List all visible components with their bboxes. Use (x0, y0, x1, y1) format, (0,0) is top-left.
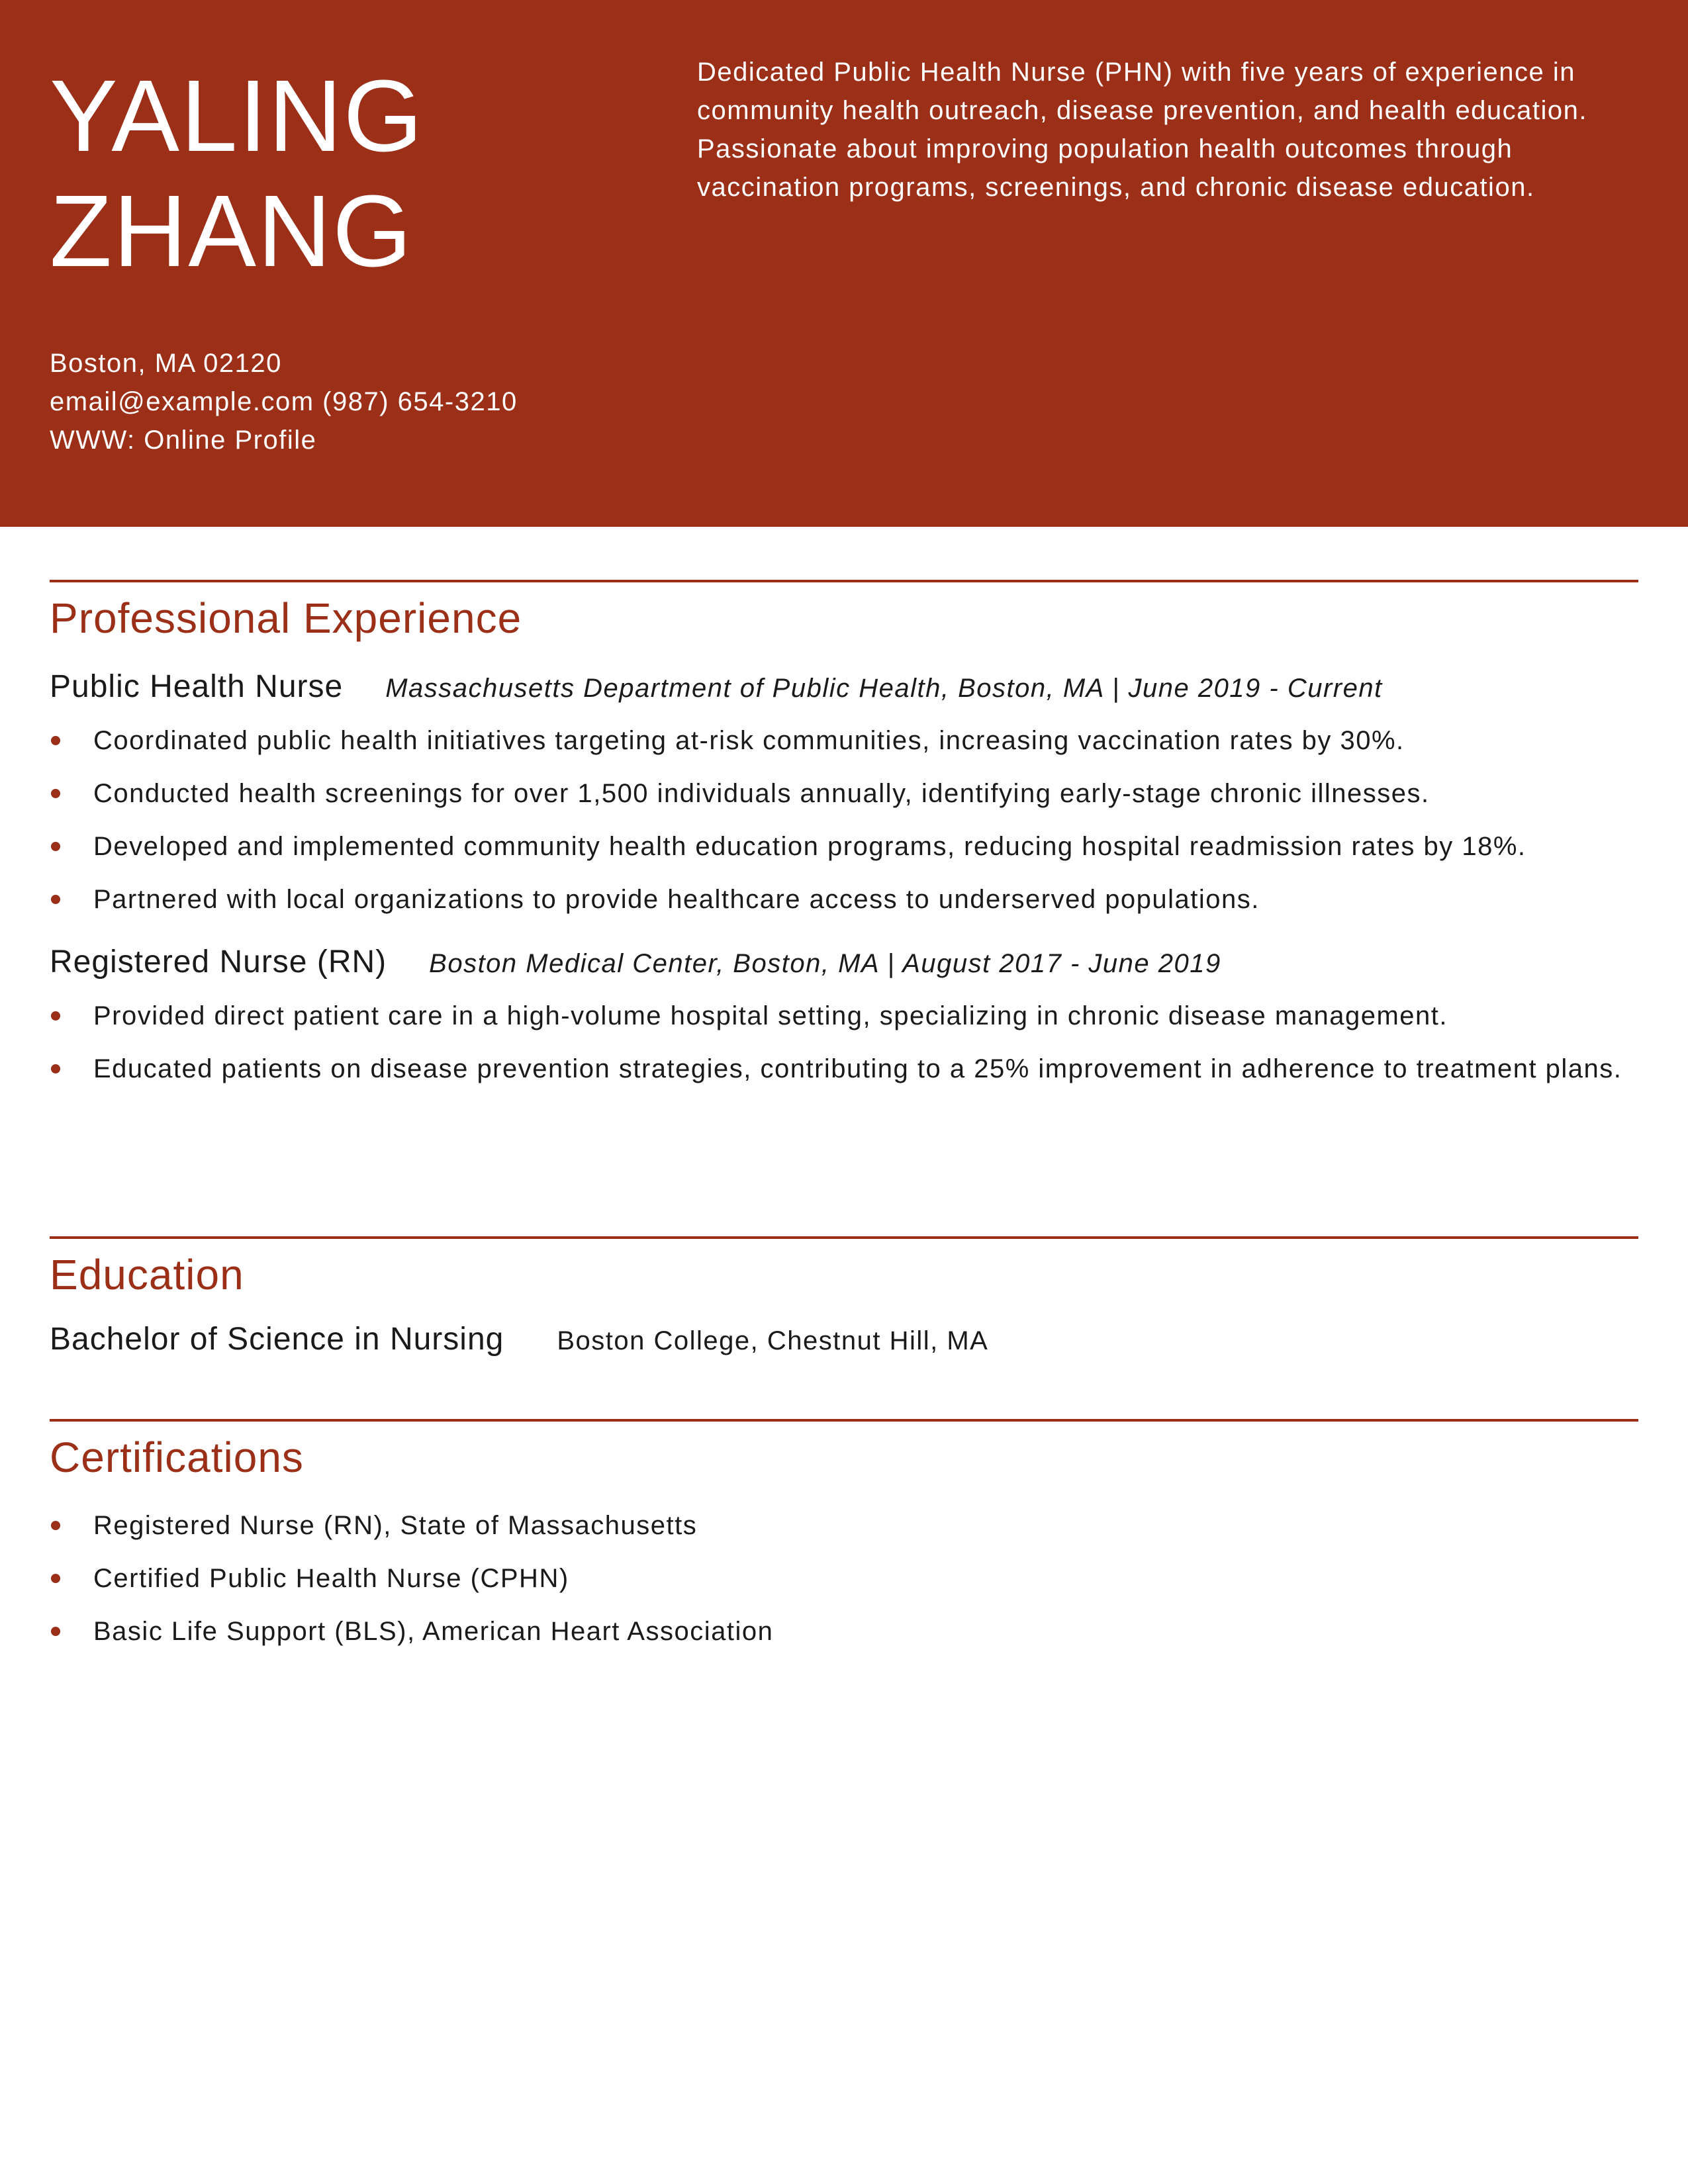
section-divider (50, 580, 1638, 582)
job-entry (50, 667, 1638, 919)
bullet-text: Coordinated public health initiatives targeting at-risk communities, increasing vaccination rates by 30%. (93, 726, 1405, 755)
bullet-text: Conducted health screenings for over 1,500 individuals annually, identifying early-stage chronic illnesses. (93, 779, 1430, 808)
experience-heading: Professional Experience (50, 594, 522, 642)
list-item (50, 827, 1638, 866)
section-divider (50, 1419, 1638, 1422)
job-employer-dates: Boston Medical Center, Boston, MA | August 2017 - June 2019 (429, 949, 1221, 978)
bullet-text: Developed and implemented community health education programs, reducing hospital readmission rates by 18%. (93, 832, 1526, 861)
education-section (50, 1236, 1638, 1361)
list-item (50, 774, 1638, 813)
section-divider (50, 1236, 1638, 1239)
certification-text: Registered Nurse (RN), State of Massachusetts (93, 1511, 698, 1540)
job-title: Public Health Nurse (50, 669, 344, 704)
education-degree: Bachelor of Science in Nursing (50, 1322, 504, 1357)
bullet-icon (51, 1064, 60, 1073)
list-item (50, 1050, 1638, 1088)
bullet-text: Educated patients on disease prevention strategies, contributing to a 25% improvement in adherence to treatment plans. (93, 1054, 1622, 1083)
contact-info (50, 344, 518, 459)
contact-address: Boston, MA 02120 (50, 349, 282, 378)
contact-email-phone: email@example.com (987) 654-3210 (50, 387, 518, 416)
job-title: Registered Nurse (RN) (50, 944, 387, 979)
certifications-section (50, 1419, 1638, 1665)
certification-text: Certified Public Health Nurse (CPHN) (93, 1564, 569, 1593)
bullet-icon (51, 736, 60, 745)
job-bullets (50, 721, 1638, 919)
list-item (50, 1506, 1638, 1545)
job-bullets (50, 997, 1638, 1088)
name-last: ZHANG (50, 174, 413, 288)
contact-website: WWW: Online Profile (50, 426, 317, 455)
experience-section (50, 580, 1638, 1103)
profile-summary: Dedicated Public Health Nurse (PHN) with five years of experience in community health outreach, disease prevention, and health education. Passionate about improving population health outcomes through vaccination programs, screenings, and chronic disease education. (697, 58, 1588, 202)
education-entry (50, 1320, 1638, 1361)
education-school: Boston College, Chestnut Hill, MA (557, 1326, 989, 1355)
list-item (50, 721, 1638, 760)
job-entry (50, 942, 1638, 1088)
bullet-icon (51, 1521, 60, 1530)
job-header (50, 942, 1638, 983)
resume-header (0, 0, 1688, 527)
list-item (50, 1559, 1638, 1598)
certifications-heading: Certifications (50, 1433, 304, 1481)
education-heading: Education (50, 1251, 244, 1298)
list-item (50, 997, 1638, 1035)
bullet-icon (51, 1627, 60, 1636)
bullet-icon (51, 895, 60, 904)
bullet-icon (51, 842, 60, 851)
bullet-text: Partnered with local organizations to provide healthcare access to underserved populations. (93, 885, 1260, 914)
bullet-icon (51, 1574, 60, 1583)
job-header (50, 667, 1638, 708)
name-first: YALING (50, 59, 424, 173)
bullet-icon (51, 789, 60, 798)
bullet-text: Provided direct patient care in a high-volume hospital setting, specializing in chronic disease management. (93, 1001, 1448, 1030)
certifications-list (50, 1506, 1638, 1651)
certification-text: Basic Life Support (BLS), American Heart Association (93, 1617, 774, 1646)
list-item (50, 880, 1638, 919)
list-item (50, 1612, 1638, 1651)
job-employer-dates: Massachusetts Department of Public Health, Boston, MA | June 2019 - Current (385, 674, 1383, 703)
candidate-name (50, 58, 645, 289)
bullet-icon (51, 1011, 60, 1021)
